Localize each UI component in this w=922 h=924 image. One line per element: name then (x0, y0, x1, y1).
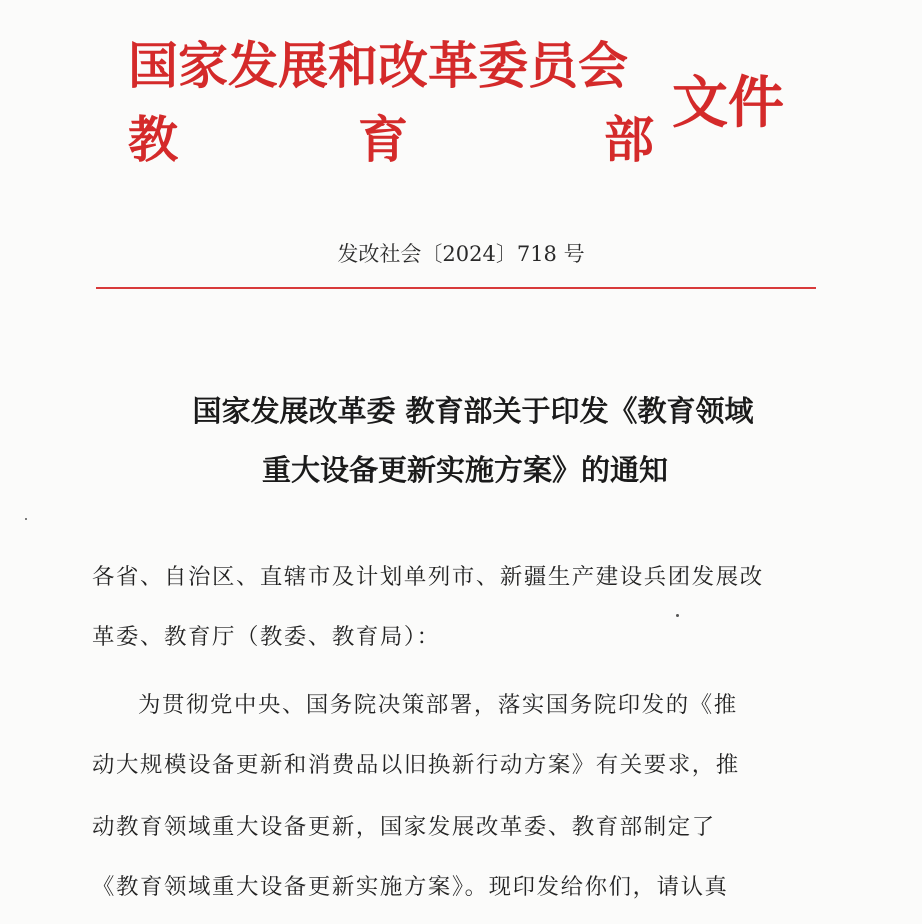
body-text-line: 动教育领域重大设备更新，国家发展改革委、教育部制定了 (92, 814, 716, 840)
body-text-line: 《教育领域重大设备更新实施方案》。现印发给你们，请认真 (92, 874, 729, 900)
issuer-line-moe-char-1: 教 (128, 111, 178, 169)
scan-speck (676, 614, 679, 617)
issuer-line-ndrc: 国家发展和改革委员会 (128, 37, 628, 95)
document-type-label: 文件 (672, 71, 784, 136)
body-text-line: 革委、教育厅（教委、教育局）： (92, 624, 441, 650)
body-text-line: 动大规模设备更新和消费品以旧换新行动方案》有关要求，推 (92, 752, 740, 778)
document-title-line-2: 重大设备更新实施方案》的通知 (261, 453, 668, 487)
body-text-line: 为贯彻党中央、国务院决策部署，落实国务院印发的《推 (138, 692, 738, 718)
issuer-line-moe-char-3: 部 (604, 111, 654, 169)
red-divider-rule (96, 287, 816, 289)
document-title-line-1: 国家发展改革委 教育部关于印发《教育领域 (192, 394, 754, 428)
body-text-line: 各省、自治区、直辖市及计划单列市、新疆生产建设兵团发展改 (92, 564, 764, 590)
scan-speck (25, 518, 27, 520)
issuer-line-moe-char-2: 育 (358, 111, 408, 169)
document-number: 发改社会〔2024〕718 号 (337, 242, 585, 266)
